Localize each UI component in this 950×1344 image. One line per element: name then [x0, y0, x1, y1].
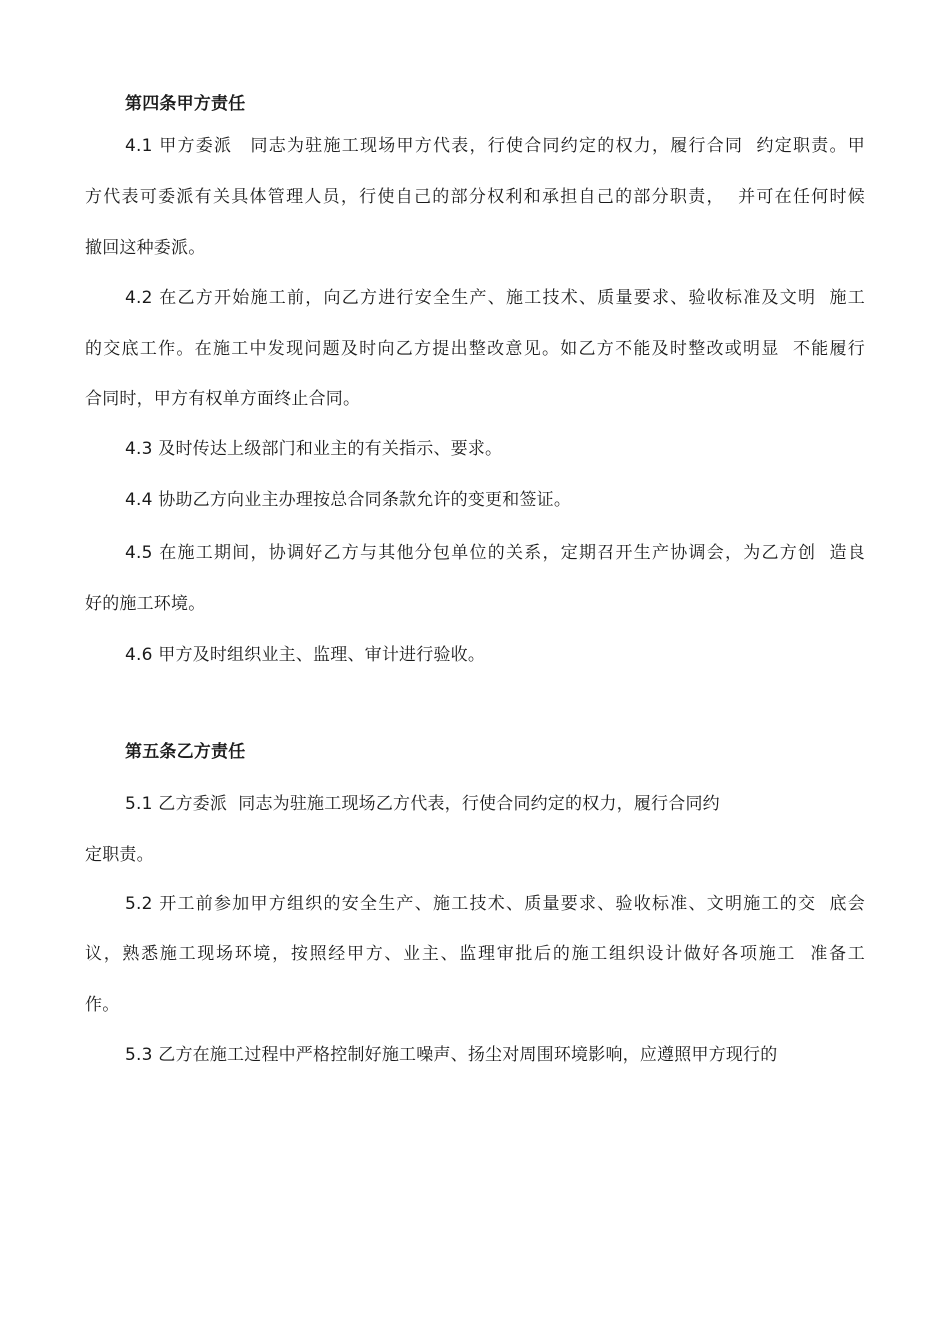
clause-4-1-line-2: 方代表可委派有关具体管理人员，行使自己的部分权利和承担自己的部分职责， 并可在任何时候 — [85, 187, 865, 207]
clause-4-5-line-1: 4.5 在施工期间，协调好乙方与其他分包单位的关系，定期召开生产协调会，为乙方创 造良 — [125, 543, 865, 563]
clause-5-2-line-1: 5.2 开工前参加甲方组织的安全生产、施工技术、质量要求、验收标准、文明施工的交 底会 — [125, 894, 865, 914]
clause-5-1-line-2: 定职责。 — [85, 845, 154, 865]
clause-4-2-line-2: 的交底工作。在施工中发现问题及时向乙方提出整改意见。如乙方不能及时整改或明显 不能履行 — [85, 339, 865, 359]
clause-4-2-line-1: 4.2 在乙方开始施工前，向乙方进行安全生产、施工技术、质量要求、验收标准及文明 施工 — [125, 288, 865, 308]
clause-4-2-line-3: 合同时，甲方有权单方面终止合同。 — [85, 389, 361, 409]
clause-5-3-line-1: 5.3 乙方在施工过程中严格控制好施工噪声、扬尘对周围环境影响，应遵照甲方现行的 — [125, 1045, 778, 1065]
clause-5-1-line-1: 5.1 乙方委派 同志为驻施工现场乙方代表，行使合同约定的权力，履行合同约 — [125, 794, 720, 814]
section-4-title: 第四条甲方责任 — [125, 94, 246, 114]
clause-4-5-line-2: 好的施工环境。 — [85, 594, 206, 614]
clause-4-4: 4.4 协助乙方向业主办理按总合同条款允许的变更和签证。 — [125, 490, 572, 510]
clause-4-6: 4.6 甲方及时组织业主、监理、审计进行验收。 — [125, 645, 486, 665]
section-5-title: 第五条乙方责任 — [125, 742, 246, 762]
clause-5-2-line-3: 作。 — [85, 995, 120, 1015]
clause-4-1-line-3: 撤回这种委派。 — [85, 238, 206, 258]
clause-5-2-line-2: 议，熟悉施工现场环境，按照经甲方、业主、监理审批后的施工组织设计做好各项施工 准备工 — [85, 944, 865, 964]
clause-4-3: 4.3 及时传达上级部门和业主的有关指示、要求。 — [125, 439, 503, 459]
clause-4-1-line-1: 4.1 甲方委派 同志为驻施工现场甲方代表，行使合同约定的权力，履行合同 约定职责。甲 — [125, 136, 865, 156]
